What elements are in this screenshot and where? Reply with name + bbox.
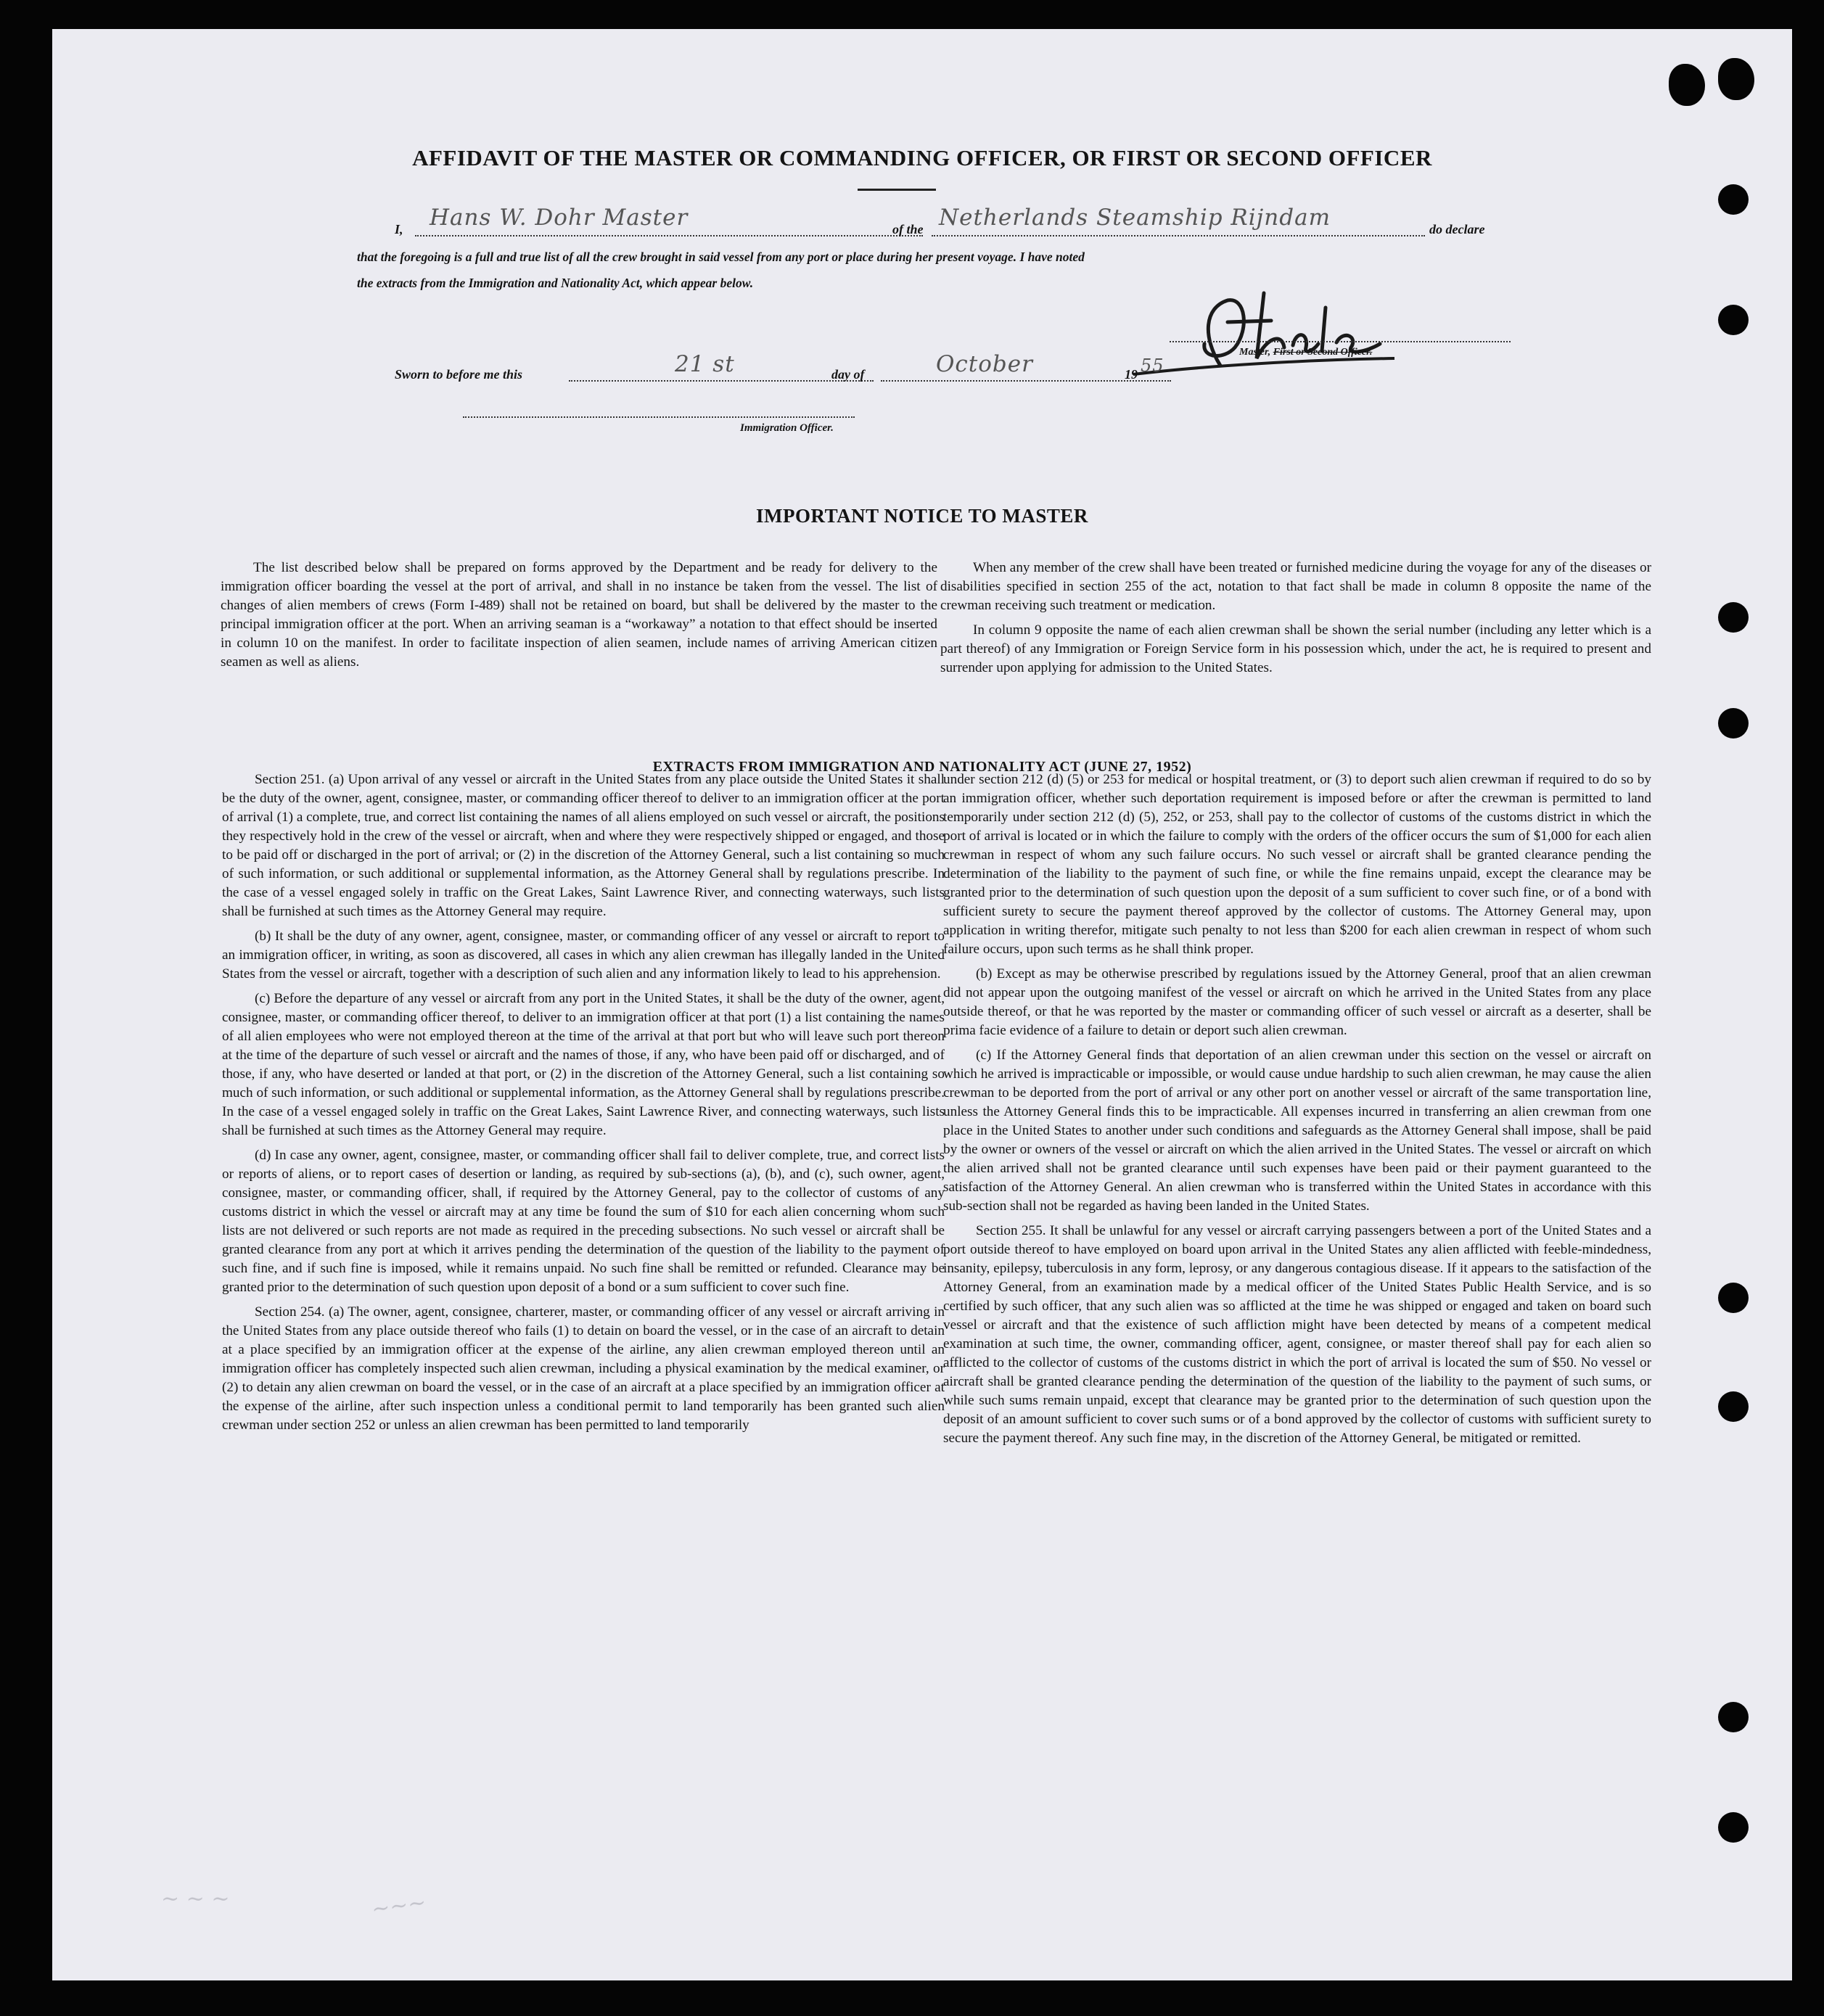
year-prefix: 19	[1125, 367, 1138, 382]
notice-right-paragraph: When any member of the crew shall have been treated or furnished medicine during the voyage for any of the diseases or disabilities specified in section 255 of the act, notation to that fact shall be made in column 8 opposite the name of the crewman receiving such treatment or medication.	[940, 560, 1651, 613]
punch-hole	[1718, 305, 1749, 335]
extracts-left-column	[222, 770, 945, 1441]
declaration-line-3: the extracts from the Immigration and Nationality Act, which appear below.	[357, 276, 754, 290]
extracts-left-paragraph: (b) It shall be the duty of any owner, agent, consignee, master, or commanding officer of any vessel or aircraft to report to an immigration officer, in writing, as soon as discovered, all cases in which any alien crewman has illegally landed in the United States from the vessel or aircraft, together with a description of such alien and any information likely to lead to his apprehension.	[222, 929, 945, 982]
do-declare-label: do declare	[1429, 222, 1485, 236]
punch-hole	[1718, 1812, 1749, 1843]
extracts-right-paragraph: (c) If the Attorney General finds that deportation of an alien crewman under this section on the vessel or aircraft on which he arrived is impracticable or impossible, or would cause undue hardship to such alien crewman, he may cause the alien crewman to be deported from the port of arrival or any other port on another vessel or aircraft of the same transportation line, unless the Attorney General finds this to be impracticable. All expenses incurred in transferring an alien crewman from one place in the United States to another under such conditions and safeguards as the Attorney General shall impose, shall be paid by the owner or owners of the vessel or aircraft on which the alien arrived in the United States. The vessel or aircraft on which the alien arrived shall not be granted clearance until such expenses have been paid or their payment guaranteed to the satisfaction of the Attorney General. An alien crewman who is transferred within the United States in accordance with this sub-section shall not be regarded as having been landed in the United States.	[943, 1048, 1651, 1214]
punch-hole	[1718, 1283, 1749, 1313]
officer-dotted-line	[463, 416, 855, 418]
officer-label: Immigration Officer.	[740, 422, 834, 434]
handwritten-day: 21 st	[675, 351, 735, 377]
day-of-label: day of	[831, 367, 865, 382]
punch-hole	[1669, 64, 1705, 106]
punch-hole	[1718, 708, 1749, 738]
declaration-line-2: that the foregoing is a full and true list of all the crew brought in said vessel from any port or place during her present voyage. I have noted	[357, 250, 1085, 264]
punch-hole	[1718, 1702, 1749, 1732]
extracts-left-paragraph: (c) Before the departure of any vessel or aircraft from any port in the United States, it shall be the duty of the owner, agent, consignee, master, or commanding officer thereof, to deliver to an immigration officer at that port (1) a list containing the names of all alien employees who were not employed thereon at the time of the arrival at that port but who will leave such port thereon at the time of the departure of such vessel or aircraft and the names of those, if any, who have been paid off or discharged, and of those, if any, who have deserted or landed at that port, or (2) in the discretion of the Attorney General, such a list containing so much of such information, or such additional or supplemental information, as the Attorney General shall by regulations prescribe. In the case of a vessel engaged solely in traffic on the Great Lakes, Saint Lawrence River, and connecting waterways, such lists shall be furnished at such times as the Attorney General may require.	[222, 991, 945, 1138]
handwritten-master-name: Hans W. Dohr Master	[430, 205, 689, 231]
handwritten-vessel-name: Netherlands Steamship Rijndam	[939, 205, 1331, 231]
of-the-label: of the	[892, 222, 924, 236]
extracts-right-paragraph: under section 212 (d) (5) or 253 for medical or hospital treatment, or (3) to deport such alien crewman if required to do so by an immigration officer, whether such deportation requirement is imposed before or after the crewman is permitted to land temporarily under section 212 (d) (5), 252, or 253, shall pay to the collector of customs of the customs district in which the port of arrival is located or in which the failure to comply with the orders of the officer occurs the sum of $1,000 for each alien crewman in respect of whom any such failure occurs. No such vessel or aircraft shall be granted clearance pending the determination of the liability to the payment of such fine, or while the fine remains unpaid, except the clearance may be granted prior to the determination of such question upon the deposit of a sum sufficient to cover such fine, or of a bond with sufficient surety to secure the payment thereof approved by the collector of customs. The Attorney General may, upon application in writing therefor, mitigate such penalty to not less than $200 for each alien crewman in respect of whom such failure occurs, upon such terms as he shall think proper.	[943, 772, 1651, 957]
bleed-through-mark: ~~~	[369, 1889, 428, 1923]
signature-title	[1239, 347, 1372, 358]
notice-title: IMPORTANT NOTICE TO MASTER	[756, 505, 1088, 527]
punch-hole	[1718, 1391, 1749, 1422]
title-rule	[858, 189, 936, 191]
signature-title-plain: Master,	[1239, 347, 1271, 358]
sworn-label: Sworn to before me this	[395, 367, 523, 382]
day-dotted-line	[569, 380, 874, 382]
i-label: I,	[395, 222, 403, 236]
signature-title-struck: First or Second Officer.	[1273, 347, 1373, 358]
punch-hole	[1718, 58, 1754, 100]
extracts-right-paragraph: Section 255. It shall be unlawful for any vessel or aircraft carrying passengers between a port of the United States and a port outside thereof to have employed on board upon arrival in the United States any alien afflicted with feeble-mindedness, insanity, epilepsy, tuberculosis in any form, leprosy, or any dangerous contagious disease. If it appears to the satisfaction of the Attorney General, from an examination made by a medical officer of the United States Public Health Service, and is so certified by such officer, that any such alien was so afflicted at the time he was shipped or engaged and taken on board such vessel or aircraft and that the existence of such affliction might have been detected by means of a competent medical examination at such time, the owner, commanding officer, agent, consignee, or master thereof shall pay for each alien so afflicted to the collector of customs of the customs district in which the port of arrival is located the sum of $50. No vessel or aircraft shall be granted clearance pending the determination of the question of the liability to the payment of such sums, or while such sums remain unpaid, except that clearance may be granted prior to the determination of such question upon the deposit of an amount sufficient to cover such sums or of a bond approved by the collector of customs with sufficient surety to secure the payment thereof. Any such fine may, in the discretion of the Attorney General, be mitigated or remitted.	[943, 1223, 1651, 1446]
extracts-left-paragraph: Section 254. (a) The owner, agent, consignee, charterer, master, or commanding officer of any vessel or aircraft arriving in the United States from any place outside thereof who fails (1) to detain on board the vessel, or in the case of an aircraft to detain at a place specified by an immigration officer at the expense of the airline, any alien crewman employed thereon until an immigration officer has completely inspected such alien crewman, including a physical examination by the medical examiner, or (2) to detain any alien crewman on board the vessel, or in the case of an aircraft at a place specified by an immigration officer at the expense of the airline, after such inspection unless a conditional permit to land temporarily has been granted such alien crewman under section 252 or unless an alien crewman has been permitted to land temporarily	[222, 1304, 945, 1433]
extracts-right-paragraph: (b) Except as may be otherwise prescribed by regulations issued by the Attorney General, proof that an alien crewman did not appear upon the outgoing manifest of the vessel or aircraft on which he arrived in the United States from any place outside thereof, or that he was reported by the master or commanding officer of such vessel or aircraft as a deserter, shall be prima facie evidence of a failure to detain or deport such alien crewman.	[943, 966, 1651, 1038]
bleed-through-mark: ~ ~ ~	[161, 1886, 230, 1912]
extracts-left-paragraph: (d) In case any owner, agent, consignee, master, or commanding officer shall fail to deliver complete, true, and correct lists or reports of aliens, or to report cases of desertion or landing, as required by sub-sections (a), (b), and (c), such owner, agent, consignee, master, or commanding officer, shall, if required by the Attorney General, pay to the collector of customs of any customs district in which the vessel or aircraft may at any time be found the sum of $10 for each alien concerning whom such lists are not delivered or such reports are not made as required in the preceding subsections. No such vessel or aircraft shall be granted clearance from any port at which it arrives pending the determination of the question of the liability to the payment of such fine, and if such fine is imposed, while it remains unpaid. No such fine shall be remitted or refunded. Clearance may be granted prior to the determination of such question upon deposit of a bond or a sum sufficient to cover such fine.	[222, 1148, 945, 1295]
notice-right-column	[940, 559, 1651, 683]
vessel-dotted-line	[932, 235, 1425, 236]
name-dotted-line	[415, 235, 923, 236]
extracts-right-column	[943, 770, 1651, 1454]
handwritten-year: 55	[1141, 355, 1164, 376]
notice-left-column	[221, 559, 937, 678]
extracts-left-paragraph: Section 251. (a) Upon arrival of any vessel or aircraft in the United States from any place outside the United States it shall be the duty of the owner, agent, consignee, master, or commanding officer thereof to deliver to an immigration officer at the port of arrival (1) a complete, true, and correct list containing the names of all aliens employed on such vessel or aircraft, the positions they respectively hold in the crew of the vessel or aircraft, when and where they were respectively shipped or engaged, and those to be paid off or discharged in the port of arrival; or (2) in the discretion of the Attorney General, such a list containing so much of such information, or such additional or supplemental information, as the Attorney General shall by regulations prescribe. In the case of a vessel engaged solely in traffic on the Great Lakes, Saint Lawrence River, and connecting waterways, such lists shall be furnished at such times as the Attorney General may require.	[222, 772, 945, 919]
document-page	[52, 29, 1792, 1980]
signature-dotted-line	[1170, 341, 1511, 342]
affidavit-title: AFFIDAVIT OF THE MASTER OR COMMANDING OFFICER, OR FIRST OR SECOND OFFICER	[412, 145, 1432, 170]
extracts-title: EXTRACTS FROM IMMIGRATION AND NATIONALITY ACT (JUNE 27, 1952)	[652, 759, 1192, 775]
handwritten-month: October	[936, 351, 1033, 377]
punch-hole	[1718, 602, 1749, 633]
notice-left-paragraph: The list described below shall be prepared on forms approved by the Department and be ready for delivery to the immigration officer boarding the vessel at the port of arrival, and shall in no instance be taken from the vessel. The list of changes of alien members of crews (Form I-489) shall not be retained on board, but shall be delivered by the master to the principal immigration officer at the port. When an arriving seaman is a “workaway” a notation to that effect should be inserted in column 10 on the manifest. In order to facilitate inspection of alien seamen, include names of arriving American citizen seamen as well as aliens.	[221, 560, 937, 670]
notice-right-paragraph: In column 9 opposite the name of each alien crewman shall be shown the serial number (including any letter which is a part thereof) of any Immigration or Foreign Service form in his possession which, under the act, he is required to present and surrender upon applying for admission to the United States.	[940, 622, 1651, 675]
punch-hole	[1718, 184, 1749, 215]
